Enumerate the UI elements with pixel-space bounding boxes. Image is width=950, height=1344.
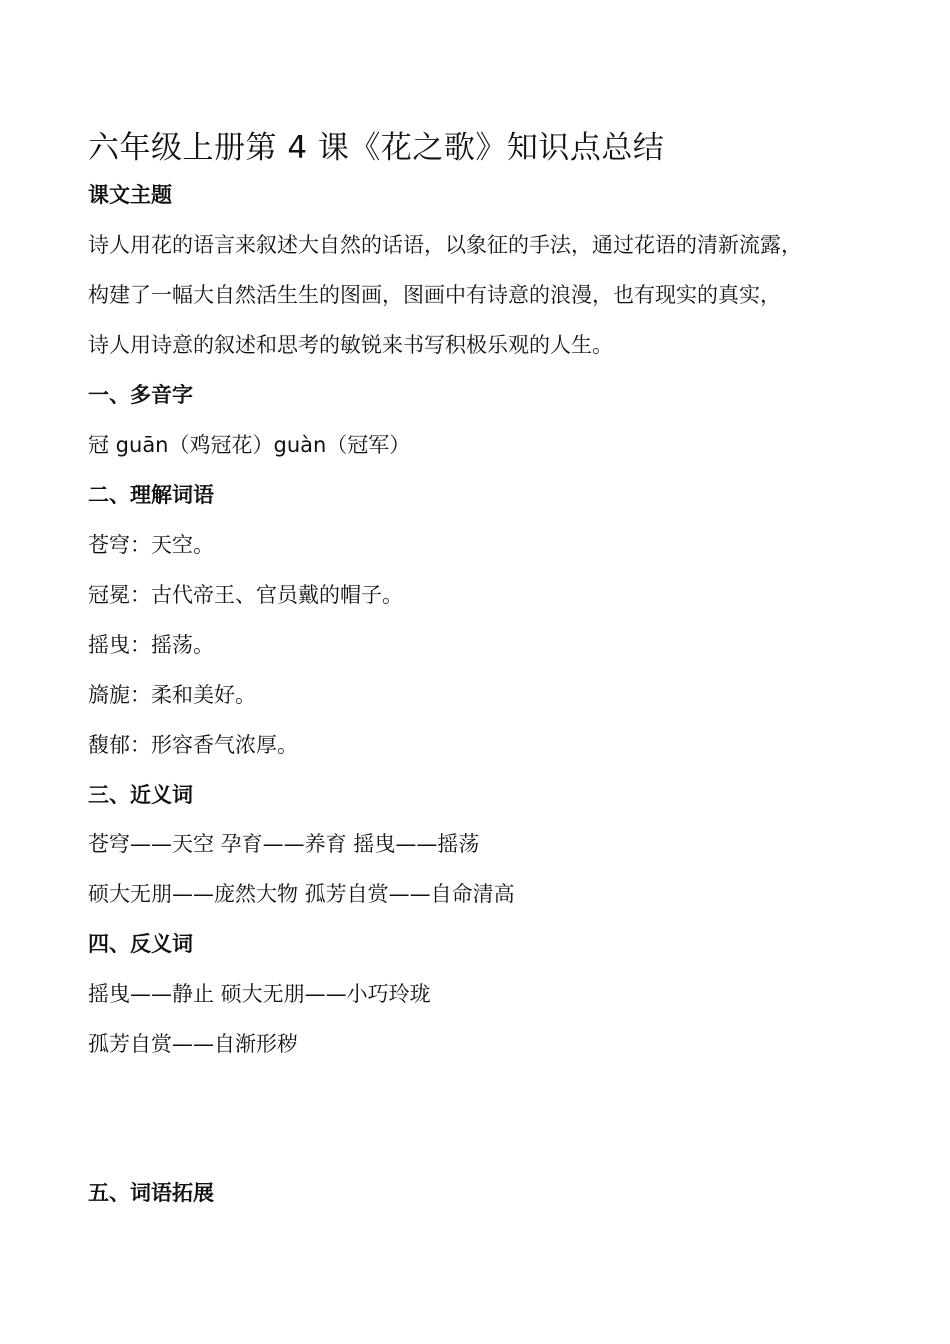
vocabulary-line-4: 旖旎：柔和美好。 xyxy=(88,683,256,707)
page-title: 六年级上册第 4 课《花之歌》知识点总结 xyxy=(88,130,665,166)
synonyms-line-1: 苍穹——天空 孕育——养育 摇曳——摇荡 xyxy=(88,832,480,856)
synonyms-line-2: 硕大无朋——庞然大物 孤芳自赏——自命清高 xyxy=(88,882,515,906)
section-heading-theme: 课文主题 xyxy=(88,183,172,207)
section-heading-synonyms: 三、近义词 xyxy=(88,783,193,807)
vocabulary-line-5: 馥郁：形容香气浓厚。 xyxy=(88,733,298,757)
section-heading-word-extension: 五、词语拓展 xyxy=(88,1181,214,1205)
antonyms-line-2: 孤芳自赏——自渐形秽 xyxy=(88,1032,298,1056)
vocabulary-line-3: 摇曳：摇荡。 xyxy=(88,633,214,657)
vocabulary-line-1: 苍穹：天空。 xyxy=(88,533,214,557)
section-heading-polyphone: 一、多音字 xyxy=(88,383,193,407)
polyphone-line-1: 冠 guān（鸡冠花）guàn（冠军） xyxy=(88,433,411,457)
section-heading-antonyms: 四、反义词 xyxy=(88,932,193,956)
vocabulary-line-2: 冠冕：古代帝王、官员戴的帽子。 xyxy=(88,583,403,607)
antonyms-line-1: 摇曳——静止 硕大无朋——小巧玲珑 xyxy=(88,982,431,1006)
section-heading-vocabulary: 二、理解词语 xyxy=(88,483,214,507)
theme-line-2: 构建了一幅大自然活生生的图画，图画中有诗意的浪漫，也有现实的真实， xyxy=(88,283,781,307)
theme-line-1: 诗人用花的语言来叙述大自然的话语，以象征的手法，通过花语的清新流露， xyxy=(88,233,802,257)
theme-line-3: 诗人用诗意的叙述和思考的敏锐来书写积极乐观的人生。 xyxy=(88,333,613,357)
